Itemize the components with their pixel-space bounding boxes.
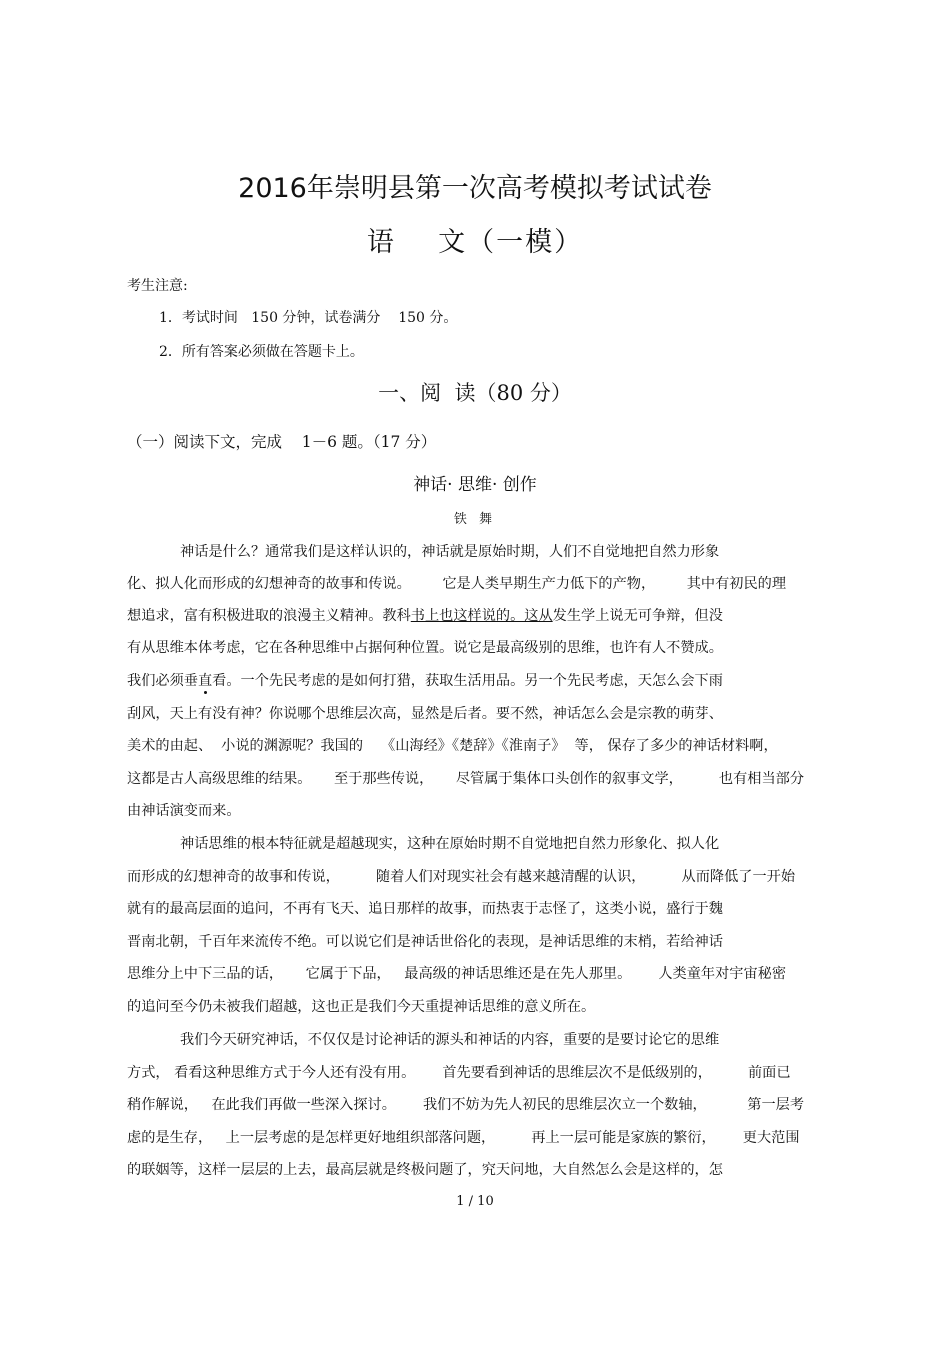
article-line: 稍作解说， 在此我们再做一些深入探讨。 我们不妨为先人初民的思维层次立一个数轴， 第一层考 [127,1097,805,1113]
article-line [127,670,723,690]
article-title: 神话· 思维· 创作 [413,475,537,495]
section-title: 一、阅 读（80 分） [378,381,572,405]
page-number: 1 / 10 [456,1194,494,1209]
article-line: 美术的由起、 小说的渊源呢？我国的 《山海经》《楚辞》《淮南子》 等， 保存了多少的神话材料啊， [127,738,778,754]
article-line: 有从思维本体考虑，它在各种思维中占据何种位置。说它是最高级别的思维，也许有人不赞成。 [127,640,723,656]
article-line: 的追问至今仍未被我们超越，这也正是我们今天重提神话思维的意义所在。 [127,999,596,1015]
emphasis-dot-text: 直 [197,673,213,689]
notice-item-1: 1．考试时间 150 分钟，试卷满分 150 分。 [159,310,458,326]
exam-title: 2016年崇明县第一次高考模拟考试试卷 [238,173,712,204]
article-line: 刮风，天上有没有神？你说哪个思维层次高，显然是后者。要不然，神话怎么会是宗教的萌芽、 [127,706,723,722]
article-line: 虑的是生存， 上一层考虑的是怎样更好地组织部落问题， 再上一层可能是家族的繁衍， 更大范围 [127,1130,800,1146]
article-text: 想追求，富有积极进取的浪漫主义精神。教科 [127,608,411,624]
article-line: 由神话演变而来。 [127,803,241,819]
notice-title: 考生注意: [127,278,188,294]
article-text: 发生学上说无可争辩，但没 [552,608,723,624]
article-line: 方式， 看看这种思维方式于今人还有没有用。 首先要看到神话的思维层次不是低级别的， 前面已 [127,1065,791,1081]
article-line: 就有的最高层面的追问，不再有飞天、追日那样的故事，而热衷于志怪了，这类小说，盛行于魏 [127,901,723,917]
exam-subtitle: 语 文（一模） [366,227,584,258]
article-line: 神话是什么？通常我们是这样认识的，神话就是原始时期，人们不自觉地把自然力形象 [180,544,720,560]
article-text: 看。一个先民考虑的是如何打猎，获取生活用品。另一个先民考虑，天怎么会下雨 [212,673,723,689]
article-line: 神话思维的根本特征就是超越现实，这种在原始时期不自觉地把自然力形象化、拟人化 [180,836,720,852]
article-line: 思维分上中下三品的话， 它属于下品， 最高级的神话思维还是在先人那里。 人类童年对宇宙秘密 [127,966,787,982]
article-line: 而形成的幻想神奇的故事和传说， 随着人们对现实社会有越来越清醒的认识， 从而降低了一开始 [127,869,796,885]
article-line: 的联姻等，这样一层层的上去，最高层就是终极问题了，究天问地，大自然怎么会是这样的，怎 [127,1162,723,1178]
notice-item-2: 2．所有答案必须做在答题卡上。 [159,344,364,360]
article-line [127,605,723,625]
article-author: 铁 舞 [453,512,497,527]
article-line: 这都是古人高级思维的结果。 至于那些传说， 尽管属于集体口头创作的叙事文学， 也有相当部分 [127,771,805,787]
article-text: 我们必须垂 [127,673,198,689]
article-line: 化、拟人化而形成的幻想神奇的故事和传说。 它是人类早期生产力低下的产物， 其中有初民的理 [127,576,787,592]
underlined-text: 书上也这样说的。这从 [410,608,553,624]
article-line: 我们今天研究神话，不仅仅是讨论神话的源头和神话的内容，重要的是要讨论它的思维 [180,1032,720,1048]
part-title: （一）阅读下文，完成 1－6 题。（17 分） [127,433,437,451]
article-line: 晋南北朝，千百年来流传不绝。可以说它们是神话世俗化的表现，是神话思维的末梢，若给神话 [127,934,723,950]
